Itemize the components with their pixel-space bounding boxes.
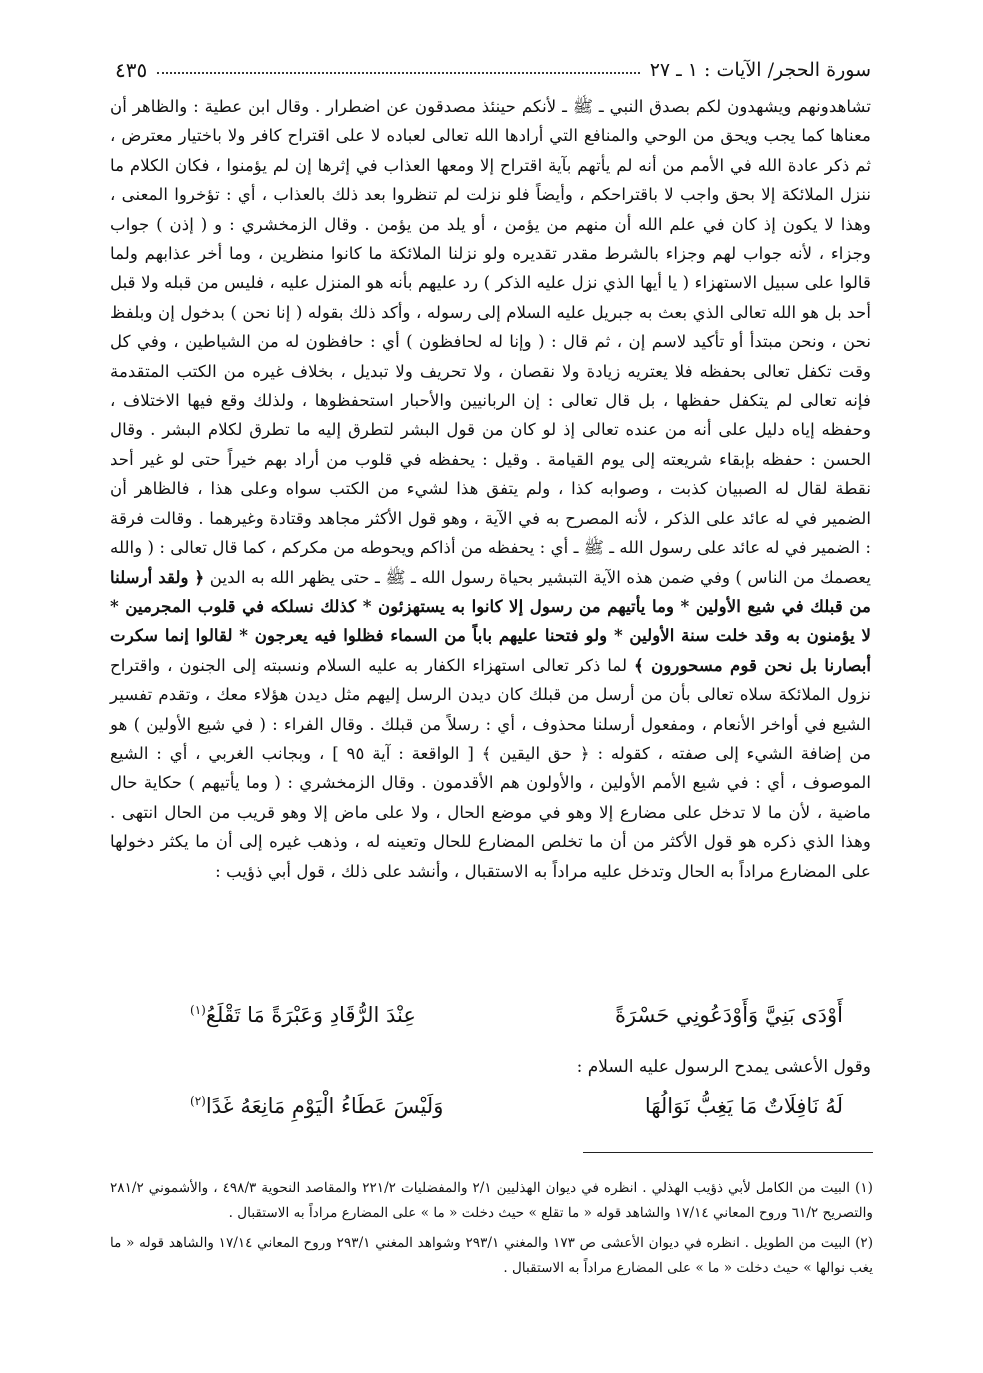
poem-right-hemistich: لَهُ نَافِلَاتٌ مَا يَغِبُّ نَوَالُهَا [644, 1094, 843, 1118]
quran-verse: ﴿ ولقد أرسلنا من قبلك في شيع الأولين * وما يأتيهم من رسول إلا كانوا به يستهزئون * كذلك نسلكه في قلوب المجرمين * لا يؤمنون به وقد خلت سنة الأولين * ولو فتحنا عليهم باباً من السماء فظلوا فيه يعرجون * لقالوا إنما سكرت أبصارنا بل نحن قوم مسحورون ﴾ [110, 566, 871, 675]
poem-verse-al-asha [190, 1094, 843, 1118]
commentary-part-2: لما ذكر تعالى استهزاء الكفار به عليه السلام ونسبته إلى الجنون ، واقتراح نزول الملائكة سلاه تعالى بأن من أرسل من قبلك كان ديدن الرسل إليهم مثل ديدن هؤلاء معك ، وتقدم تفسير الشيع في أواخر الأنعام ، ومفعول أرسلنا محذوف ، أي : رسلاً من قبلك . وقال الفراء : ( في شيع الأولين ) هو من إضافة الشيء إلى صفته ، كقوله : ﴿ حق اليقين ﴾ [ الواقعة : آية ٩٥ ] ، وبجانب الغربي ، أي : الشيع الموصوف ، أي : في شيع الأمم الأولين ، والأولون هم الأقدمون . وقال الزمخشري : ( وما يأتيهم ) حكاية حال ماضية ، لأن ما لا تدخل على مضارع إلا وهو في موضع الحال ، ولا على ماض إلا وهو قريب من الحال انتهى . وهذا الذي ذكره هو قول الأكثر من أن ما تخلص المضارع للحال وتعينه له ، وذهب غيره إلى أن ما يكثر دخولها على المضارع مراداً به الحال وتدخل عليه مراداً به الاستقبال ، وأنشد على ذلك ، قول أبي ذؤيب : [110, 654, 872, 881]
footnote-separator [583, 1152, 873, 1153]
poem-left-hemistich [190, 1003, 416, 1027]
poem-left-hemistich [190, 1094, 443, 1118]
footnote-marker: (٢) [190, 1094, 206, 1108]
page-header [115, 55, 871, 85]
footnote-2: (٢) البيت من الطويل . انظره في ديوان الأعشى ص ١٧٣ والمغني ٢٩٣/١ وشواهد المغني ٢٩٣/١ وروح المعاني ١٧/١٤ والشاهد قوله « ما يغب نوالها » حيث دخلت « ما » على المضارع مراداً به الاستقبال . [110, 1235, 874, 1276]
footnote-marker: (١) [190, 1003, 206, 1017]
footnotes [110, 1176, 873, 1286]
page-number: ٤٣٥ [115, 58, 148, 82]
commentary-paragraph [110, 92, 871, 886]
poem-verse-abu-dhuayb [190, 1003, 843, 1027]
poem-left-text: وَلَيْسَ عَطَاءُ الْيَوْمِ مَانِعَهُ غَدًا [205, 1094, 444, 1118]
poem-intro-line: وقول الأعشى يمدح الرسول عليه السلام : [576, 1057, 871, 1077]
footnote-1: (١) البيت من الكامل لأبي ذؤيب الهذلي . انظره في ديوان الهذليين ٢/١ والمفضليات ٢٢١/٢ والمقاصد النحوية ٤٩٨/٣ ، والأشموني ٢٨١/٢ والتصريح ٦١/٢ وروح المعاني ١٧/١٤ والشاهد قوله « ما تقلع » حيث دخلت « ما » على المضارع مراداً به الاستقبال . [110, 1180, 873, 1221]
header-dotted-leader [157, 72, 639, 74]
poem-left-text: عِنْدَ الرُّقَادِ وَعَبْرَةً مَا تَقْلَعُ [205, 1003, 416, 1027]
commentary-part-1: تشاهدونهم ويشهدون لكم بصدق النبي ـ ﷺ ـ لأنكم حينئذ مصدقون عن اضطرار . وقال ابن عطية : والظاهر أن معناها كما يجب ويحق من الوحي والمنافع التي أرادها الله تعالى لعباده لا على اقتراح كافر ولا باختيار معترض ، ثم ذكر عادة الله في الأمم من أنه لم يأتهم بآية اقتراح إلا ومعها العذاب في إثرها إن لم يؤمنوا ، فكان الكلام ما ننزل الملائكة إلا بحق واجب لا باقتراحكم ، وأيضاً فلو نزلت لم تنظروا بعد ذلك بالعذاب ، أي : تؤخروا المعنى ، وهذا لا يكون إذ كان في علم الله أن منهم من يؤمن ، أو يلد من يؤمن . وقال الزمخشري : و ( إذن ) جواب وجزاء ، لأنه جواب لهم وجزاء بالشرط مقدر تقديره ولو نزلنا الملائكة ما كانوا منظرين ، وما أخر عذابهم ولما قالوا على سبيل الاستهزاء ( يا أيها الذي نزل عليه الذكر ) رد عليهم بأنه هو المنزل عليه ، فليس من قبله ولا قبل أحد بل هو الله تعالى الذي بعث به جبريل عليه السلام إلى رسوله ، وأكد ذلك بقوله ( إنا نحن ) بدخول إن وبلفظ نحن ، ونحن مبتدأ أو تأكيد لاسم إن ، ثم قال : ( وإنا له لحافظون ) أي : حافظون له من الشياطين ، وفي كل وقت تكفل تعالى بحفظه فلا يعتريه زيادة ولا نقصان ، ولا تحريف ولا تبديل ، بخلاف غيره من الكتب المتقدمة فإنه تعالى لم يتكفل حفظها ، بل قال تعالى : إن الربانيين والأحبار استحفظوها ، ولذلك وقع فيها الاختلاف ، وحفظه إياه دليل على أنه من عنده تعالى إذ لو كان من قول البشر لتطرق إليه ما تطرق لكلام البشر . وقال الحسن : حفظه بإبقاء شريعته إلى يوم القيامة . وقيل : يحفظه في قلوب من أراد بهم خيراً حتى لو غير أحد نقطة لقال له الصبيان كذبت ، وصوابه كذا ، ولم يتفق هذا لشيء من الكتب سواه وعلى هذا ، فالظاهر أن الضمير في له عائد على الذكر ، لأنه المصرح به في الآية ، وهو قول الأكثر مجاهد وقتادة وغيرهما . وقالت فرقة : الضمير في له عائد على رسول الله ـ ﷺ ـ أي : يحفظه من أذاكم ويحوطه من مكركم ، كما قال تعالى : ( والله يعصمك من الناس ) وفي ضمن هذه الآية التبشير بحياة رسول الله ـ ﷺ ـ حتى يظهر الله به الدين [110, 96, 871, 587]
poem-right-hemistich: أَوْدَى بَنِيَّ وَأَوْدَعُونِي حَسْرَةً [615, 1003, 843, 1027]
surah-title: سورة الحجر/ الآيات : ١ ـ ٢٧ [649, 59, 871, 81]
commentary-text [110, 92, 871, 886]
